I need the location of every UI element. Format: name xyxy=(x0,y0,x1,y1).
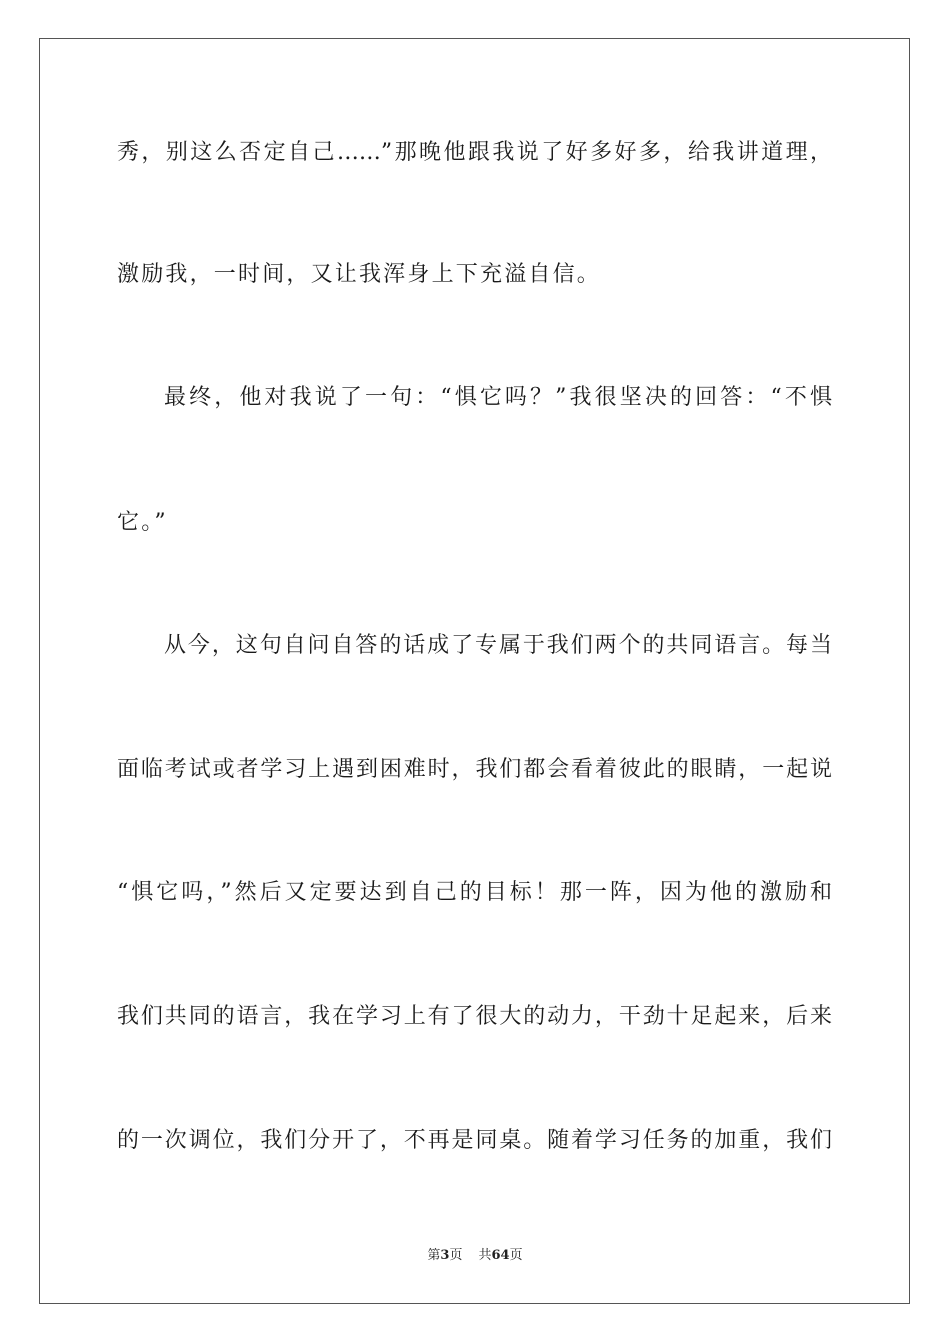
text-line: 的一次调位，我们分开了，不再是同桌。随着学习任务的加重，我们 xyxy=(117,1128,832,1153)
total-pages: 64 xyxy=(491,1248,510,1263)
page-prefix: 第 xyxy=(427,1248,441,1263)
text-line: 从今，这句自问自答的话成了专属于我们两个的共同语言。每当 xyxy=(164,633,832,658)
text-line: “惧它吗，”然后又定要达到自己的目标！那一阵，因为他的激励和 xyxy=(117,880,832,905)
page-number: 3 xyxy=(440,1248,450,1263)
text-line: 我们共同的语言，我在学习上有了很大的动力，干劲十足起来，后来 xyxy=(117,1004,832,1029)
text-line: 秀，别这么否定自己……”那晚他跟我说了好多好多，给我讲道理， xyxy=(117,140,832,165)
total-prefix: 共 xyxy=(478,1248,492,1263)
total-suffix: 页 xyxy=(509,1248,523,1263)
text-line: 面临考试或者学习上遇到困难时，我们都会看着彼此的眼睛，一起说 xyxy=(117,757,832,782)
text-line: 激励我，一时间，又让我浑身上下充溢自信。 xyxy=(117,262,602,287)
text-line: 最终，他对我说了一句：“惧它吗？”我很坚决的回答：“不惧 xyxy=(164,385,832,410)
text-line: 它。” xyxy=(117,510,168,535)
page-border xyxy=(39,38,910,1304)
page-suffix: 页 xyxy=(449,1248,463,1263)
page-footer xyxy=(0,1247,950,1265)
